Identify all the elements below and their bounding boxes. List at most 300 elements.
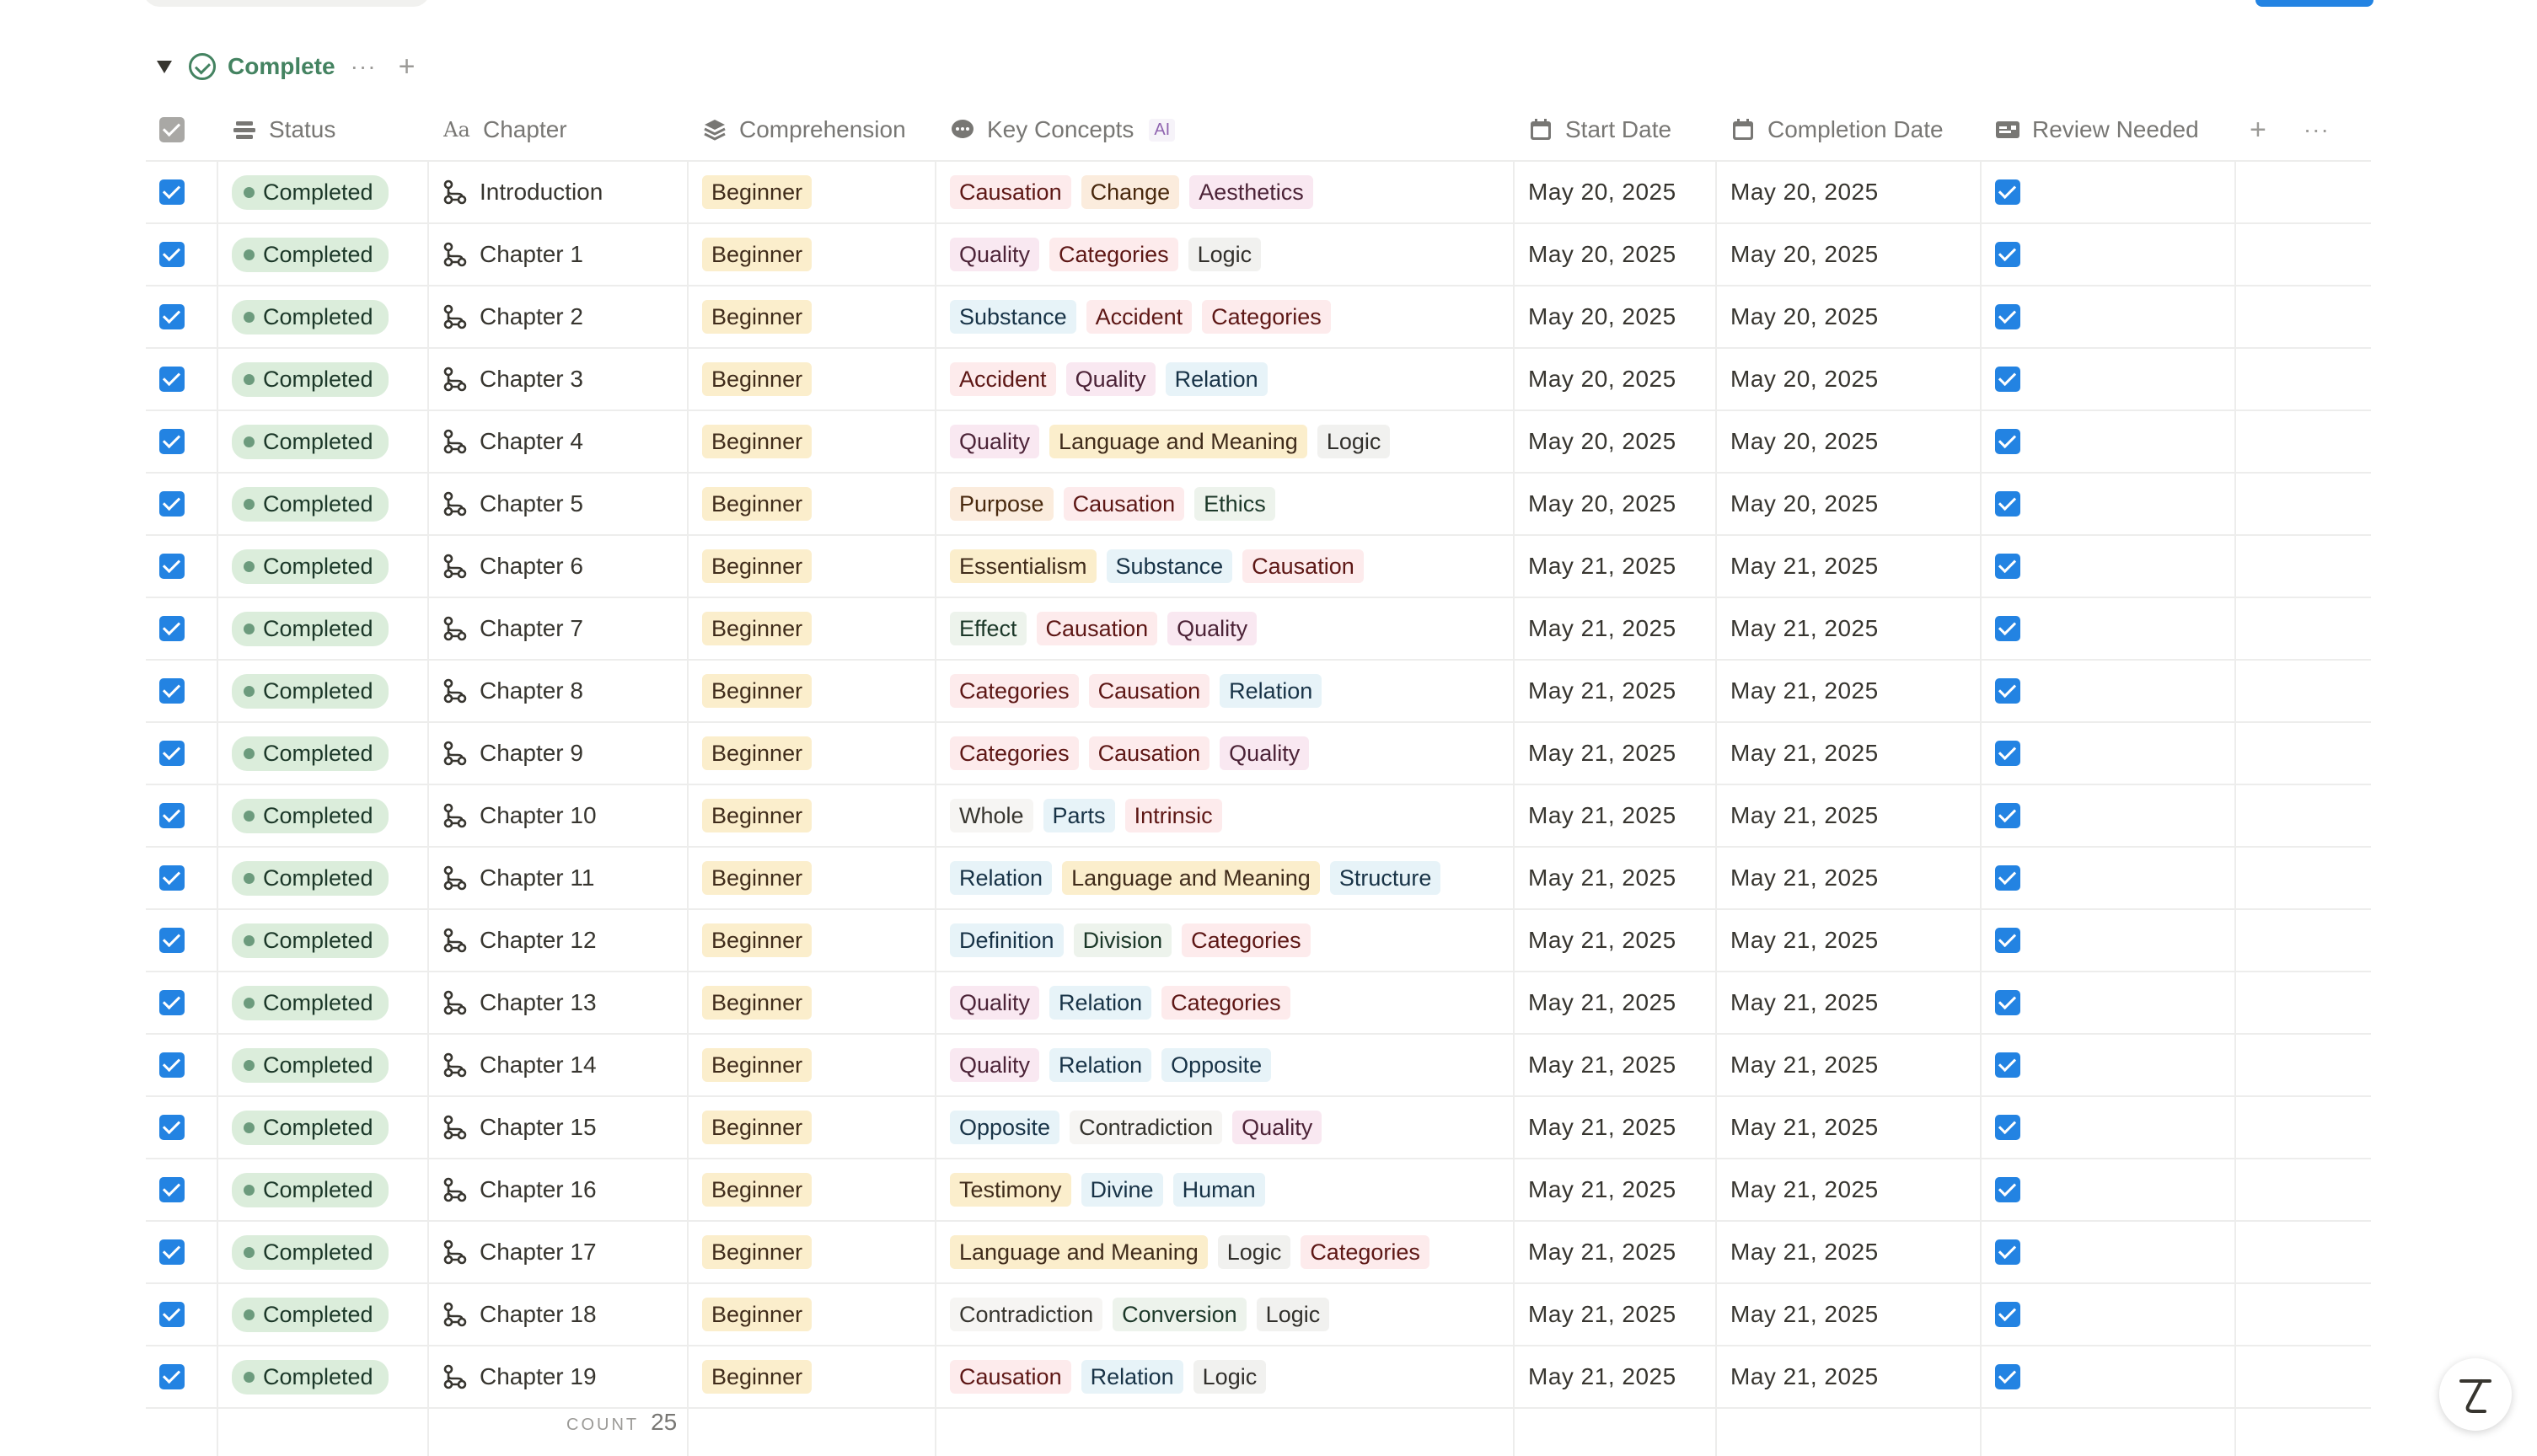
review-needed-cell[interactable] [1980, 224, 2234, 285]
review-needed-checkbox[interactable] [1995, 803, 2020, 828]
start-date-cell[interactable]: May 21, 2025 [1528, 615, 1676, 641]
table-row[interactable] [146, 1159, 2371, 1222]
comprehension-cell[interactable] [687, 598, 935, 659]
status-cell[interactable] [217, 1284, 427, 1345]
table-row[interactable] [146, 848, 2371, 910]
select-all-checkbox[interactable] [159, 117, 185, 142]
key-concept-tag: Causation [950, 1360, 1071, 1394]
chapter-cell[interactable] [427, 972, 687, 1033]
top-search-bar[interactable] [143, 0, 430, 7]
row-checkbox[interactable] [159, 179, 185, 205]
completion-date-cell[interactable]: May 20, 2025 [1730, 428, 1879, 454]
completion-date-cell[interactable]: May 21, 2025 [1730, 1363, 1879, 1389]
start-date-cell[interactable]: May 21, 2025 [1528, 553, 1676, 579]
status-cell[interactable] [217, 1097, 427, 1158]
review-needed-checkbox[interactable] [1995, 1302, 2020, 1327]
row-select-cell[interactable] [146, 910, 217, 971]
status-cell[interactable] [217, 723, 427, 784]
row-checkbox[interactable] [159, 242, 185, 267]
flowchart-page-icon [442, 616, 468, 641]
comprehension-cell[interactable] [687, 1097, 935, 1158]
chapter-title[interactable]: Chapter 15 [480, 1114, 597, 1140]
group-header [157, 48, 415, 85]
table-row[interactable] [146, 723, 2371, 785]
row-checkbox[interactable] [159, 1302, 185, 1327]
row-select-cell[interactable] [146, 162, 217, 222]
title-property-icon: Aa [443, 118, 470, 142]
row-checkbox[interactable] [159, 554, 185, 579]
collapse-triangle-icon[interactable] [157, 61, 172, 73]
comprehension-tag: Beginner [702, 1235, 812, 1269]
key-concept-tag: Division [1074, 923, 1172, 957]
review-needed-checkbox[interactable] [1995, 1364, 2020, 1389]
comprehension-cell[interactable] [687, 723, 935, 784]
table-row[interactable] [146, 661, 2371, 723]
key-concepts-cell[interactable] [935, 411, 1513, 472]
key-concepts-cell[interactable] [935, 1035, 1513, 1095]
status-cell[interactable] [217, 661, 427, 721]
completion-date-cell[interactable]: May 21, 2025 [1730, 802, 1879, 828]
empty-cell [2234, 785, 2371, 846]
chapter-cell[interactable] [427, 474, 687, 534]
key-concepts-cell[interactable] [935, 286, 1513, 347]
row-checkbox[interactable] [159, 928, 185, 953]
table-row[interactable] [146, 972, 2371, 1035]
review-needed-cell[interactable] [1980, 286, 2234, 347]
completion-date-cell[interactable]: May 21, 2025 [1730, 1114, 1879, 1140]
row-select-cell[interactable] [146, 474, 217, 534]
status-badge [232, 425, 389, 459]
review-needed-cell[interactable] [1980, 1035, 2234, 1095]
review-needed-checkbox[interactable] [1995, 367, 2020, 392]
row-checkbox[interactable] [159, 1052, 185, 1078]
review-needed-checkbox[interactable] [1995, 1239, 2020, 1265]
comprehension-tag: Beginner [702, 1111, 812, 1144]
review-needed-checkbox[interactable] [1995, 865, 2020, 891]
completion-date-cell[interactable]: May 21, 2025 [1730, 740, 1879, 766]
review-needed-checkbox[interactable] [1995, 1115, 2020, 1140]
chapter-title[interactable]: Chapter 5 [480, 490, 583, 517]
completion-date-cell[interactable]: May 21, 2025 [1730, 677, 1879, 704]
row-checkbox[interactable] [159, 1115, 185, 1140]
table-row[interactable] [146, 162, 2371, 224]
chapter-cell[interactable] [427, 598, 687, 659]
review-needed-checkbox[interactable] [1995, 928, 2020, 953]
row-select-cell[interactable] [146, 598, 217, 659]
key-concepts-cell[interactable] [935, 972, 1513, 1033]
key-concept-tag: Quality [1167, 612, 1257, 645]
row-select-cell[interactable] [146, 848, 217, 908]
comprehension-cell[interactable] [687, 411, 935, 472]
key-concepts-cell[interactable] [935, 1284, 1513, 1345]
start-date-cell[interactable]: May 20, 2025 [1528, 303, 1676, 329]
comprehension-cell[interactable] [687, 1346, 935, 1407]
chapter-title[interactable]: Chapter 17 [480, 1239, 597, 1265]
comprehension-cell[interactable] [687, 1222, 935, 1282]
status-cell[interactable] [217, 1159, 427, 1220]
chapter-cell[interactable] [427, 1346, 687, 1407]
review-needed-cell[interactable] [1980, 1346, 2234, 1407]
row-select-cell[interactable] [146, 1346, 217, 1407]
key-concept-tag: Substance [1107, 549, 1233, 583]
chapter-title[interactable]: Chapter 4 [480, 428, 583, 454]
row-select-cell[interactable] [146, 661, 217, 721]
key-concept-tag: Relation [1166, 362, 1268, 396]
completion-date-cell[interactable]: May 21, 2025 [1730, 1176, 1879, 1202]
select-all-cell[interactable] [146, 99, 217, 160]
row-select-cell[interactable] [146, 536, 217, 597]
review-needed-checkbox[interactable] [1995, 616, 2020, 641]
completion-date-cell[interactable]: May 20, 2025 [1730, 241, 1879, 267]
completion-date-cell[interactable]: May 20, 2025 [1730, 303, 1879, 329]
chapter-cell[interactable] [427, 411, 687, 472]
key-concepts-cell[interactable] [935, 162, 1513, 222]
key-concept-tag: Language and Meaning [1049, 425, 1307, 458]
completion-date-cell[interactable]: May 21, 2025 [1730, 1052, 1879, 1078]
comprehension-cell[interactable] [687, 162, 935, 222]
row-select-cell[interactable] [146, 411, 217, 472]
key-concepts-cell[interactable] [935, 1159, 1513, 1220]
comprehension-tag: Beginner [702, 1360, 812, 1394]
chapter-title[interactable]: Introduction [480, 179, 603, 205]
status-cell[interactable] [217, 474, 427, 534]
chapter-cell[interactable] [427, 723, 687, 784]
review-needed-cell[interactable] [1980, 848, 2234, 908]
key-concepts-cell[interactable] [935, 1346, 1513, 1407]
column-header-start-date[interactable] [1513, 99, 1715, 160]
key-concepts-cell[interactable] [935, 224, 1513, 285]
review-needed-checkbox[interactable] [1995, 554, 2020, 579]
row-checkbox[interactable] [159, 367, 185, 392]
review-needed-cell[interactable] [1980, 536, 2234, 597]
status-cell[interactable] [217, 972, 427, 1033]
review-needed-checkbox[interactable] [1995, 491, 2020, 517]
column-header-comprehension[interactable] [687, 99, 935, 160]
chapter-cell[interactable] [427, 1284, 687, 1345]
chapter-title[interactable]: Chapter 7 [480, 615, 583, 641]
add-property-button[interactable]: + [2250, 113, 2266, 146]
key-concepts-cell[interactable] [935, 661, 1513, 721]
review-needed-cell[interactable] [1980, 1097, 2234, 1158]
status-dot-icon [244, 249, 255, 260]
chapter-cell[interactable] [427, 224, 687, 285]
chapter-cell[interactable] [427, 848, 687, 908]
review-needed-cell[interactable] [1980, 910, 2234, 971]
review-needed-checkbox[interactable] [1995, 741, 2020, 766]
table-row[interactable] [146, 349, 2371, 411]
chapter-cell[interactable] [427, 910, 687, 971]
row-checkbox[interactable] [159, 491, 185, 517]
key-concept-tag: Logic [1317, 425, 1391, 458]
column-header-review-needed[interactable] [1980, 99, 2234, 160]
chapter-cell[interactable] [427, 1222, 687, 1282]
row-select-cell[interactable] [146, 349, 217, 410]
status-cell[interactable] [217, 910, 427, 971]
chapter-cell[interactable] [427, 1035, 687, 1095]
comprehension-cell[interactable] [687, 972, 935, 1033]
completion-date-cell[interactable]: May 21, 2025 [1730, 1239, 1879, 1265]
review-needed-checkbox[interactable] [1995, 179, 2020, 205]
completion-date-cell[interactable]: May 20, 2025 [1730, 366, 1879, 392]
review-needed-cell[interactable] [1980, 661, 2234, 721]
empty-cell [2234, 162, 2371, 222]
status-badge [232, 1298, 389, 1332]
comprehension-cell[interactable] [687, 661, 935, 721]
status-cell[interactable] [217, 1222, 427, 1282]
chapter-title[interactable]: Chapter 11 [480, 864, 595, 891]
table-more-button[interactable]: ··· [2303, 116, 2330, 142]
status-cell[interactable] [217, 1035, 427, 1095]
chapter-title[interactable]: Chapter 2 [480, 303, 583, 329]
key-concepts-cell[interactable] [935, 349, 1513, 410]
chapter-title[interactable]: Chapter 14 [480, 1052, 597, 1078]
review-needed-cell[interactable] [1980, 1284, 2234, 1345]
row-select-cell[interactable] [146, 1284, 217, 1345]
key-concepts-cell[interactable] [935, 1222, 1513, 1282]
chapter-title[interactable]: Chapter 1 [480, 241, 583, 267]
column-header-completion-date[interactable] [1715, 99, 1980, 160]
comprehension-cell[interactable] [687, 910, 935, 971]
status-cell[interactable] [217, 848, 427, 908]
review-needed-checkbox[interactable] [1995, 678, 2020, 704]
chapter-title[interactable]: Chapter 10 [480, 802, 597, 828]
row-select-cell[interactable] [146, 1159, 217, 1220]
status-cell[interactable] [217, 536, 427, 597]
status-badge [232, 487, 389, 522]
row-select-cell[interactable] [146, 1035, 217, 1095]
row-checkbox[interactable] [159, 990, 185, 1015]
comprehension-cell[interactable] [687, 536, 935, 597]
review-needed-cell[interactable] [1980, 349, 2234, 410]
start-date-cell[interactable]: May 21, 2025 [1528, 864, 1676, 891]
table-row[interactable] [146, 1097, 2371, 1159]
row-checkbox[interactable] [159, 1364, 185, 1389]
chapter-title[interactable]: Chapter 13 [480, 989, 597, 1015]
key-concepts-cell[interactable] [935, 474, 1513, 534]
key-concept-tag: Opposite [1161, 1048, 1271, 1082]
row-select-cell[interactable] [146, 972, 217, 1033]
help-button[interactable] [2439, 1358, 2512, 1431]
key-concepts-cell[interactable] [935, 785, 1513, 846]
comprehension-cell[interactable] [687, 474, 935, 534]
chapter-title[interactable]: Chapter 3 [480, 366, 583, 392]
group-name[interactable]: Complete [228, 53, 335, 79]
completion-date-cell[interactable]: May 20, 2025 [1730, 179, 1879, 205]
key-concept-tag: Categories [1301, 1235, 1429, 1269]
completion-date-cell[interactable]: May 21, 2025 [1730, 553, 1879, 579]
table-row[interactable] [146, 598, 2371, 661]
comprehension-cell[interactable] [687, 785, 935, 846]
chapter-title[interactable]: Chapter 18 [480, 1301, 597, 1327]
chapter-cell[interactable] [427, 785, 687, 846]
column-header-status[interactable] [217, 99, 427, 160]
chapter-title[interactable]: Chapter 8 [480, 677, 583, 704]
review-needed-cell[interactable] [1980, 598, 2234, 659]
completion-date-cell[interactable]: May 21, 2025 [1730, 615, 1879, 641]
status-cell[interactable] [217, 286, 427, 347]
row-checkbox[interactable] [159, 429, 185, 454]
database-table [146, 99, 2371, 1409]
comprehension-cell[interactable] [687, 848, 935, 908]
key-concepts-cell[interactable] [935, 848, 1513, 908]
key-concepts-cell[interactable] [935, 598, 1513, 659]
comprehension-cell[interactable] [687, 1035, 935, 1095]
review-needed-cell[interactable] [1980, 1222, 2234, 1282]
start-date-cell[interactable]: May 21, 2025 [1528, 1176, 1676, 1202]
key-concept-tag: Quality [950, 425, 1039, 458]
review-needed-cell[interactable] [1980, 411, 2234, 472]
table-row[interactable] [146, 286, 2371, 349]
table-row[interactable] [146, 411, 2371, 474]
status-badge [232, 300, 389, 335]
row-checkbox[interactable] [159, 678, 185, 704]
key-concept-tag: Causation [1064, 487, 1185, 521]
status-cell[interactable] [217, 411, 427, 472]
table-row[interactable] [146, 224, 2371, 286]
flowchart-page-icon [442, 179, 468, 205]
comprehension-cell[interactable] [687, 1284, 935, 1345]
flowchart-page-icon [442, 1177, 468, 1202]
top-new-button[interactable] [2255, 0, 2373, 7]
key-concept-tag: Quality [950, 238, 1039, 271]
chapter-title[interactable]: Chapter 19 [480, 1363, 597, 1389]
comprehension-tag: Beginner [702, 549, 812, 583]
row-checkbox[interactable] [159, 741, 185, 766]
review-needed-checkbox[interactable] [1995, 990, 2020, 1015]
review-needed-checkbox[interactable] [1995, 1052, 2020, 1078]
status-cell[interactable] [217, 1346, 427, 1407]
completion-date-cell[interactable]: May 21, 2025 [1730, 927, 1879, 953]
start-date-cell[interactable]: May 20, 2025 [1528, 179, 1676, 205]
chapter-cell[interactable] [427, 349, 687, 410]
table-row[interactable] [146, 474, 2371, 536]
review-needed-checkbox[interactable] [1995, 429, 2020, 454]
table-row[interactable] [146, 1346, 2371, 1409]
row-checkbox[interactable] [159, 1177, 185, 1202]
chapter-cell[interactable] [427, 1097, 687, 1158]
row-checkbox[interactable] [159, 803, 185, 828]
row-select-cell[interactable] [146, 723, 217, 784]
review-needed-cell[interactable] [1980, 972, 2234, 1033]
table-row[interactable] [146, 910, 2371, 972]
table-row[interactable] [146, 1284, 2371, 1346]
row-select-cell[interactable] [146, 286, 217, 347]
review-needed-checkbox[interactable] [1995, 1177, 2020, 1202]
table-row[interactable] [146, 536, 2371, 598]
group-more-button[interactable]: ··· [350, 53, 377, 79]
column-header-chapter-label: Chapter [483, 116, 567, 142]
chapter-cell[interactable] [427, 286, 687, 347]
column-header-status-label: Status [269, 116, 336, 142]
review-needed-cell[interactable] [1980, 723, 2234, 784]
status-cell[interactable] [217, 349, 427, 410]
row-checkbox[interactable] [159, 865, 185, 891]
status-label: Completed [263, 802, 373, 828]
row-select-cell[interactable] [146, 1222, 217, 1282]
start-date-cell[interactable]: May 20, 2025 [1528, 428, 1676, 454]
review-needed-checkbox[interactable] [1995, 304, 2020, 329]
key-concepts-cell[interactable] [935, 723, 1513, 784]
completion-date-cell[interactable]: May 20, 2025 [1730, 490, 1879, 517]
count-label[interactable]: COUNT [566, 1416, 640, 1434]
comprehension-cell[interactable] [687, 224, 935, 285]
chapter-title[interactable]: Chapter 6 [480, 553, 583, 579]
comprehension-cell[interactable] [687, 1159, 935, 1220]
status-cell[interactable] [217, 162, 427, 222]
review-needed-cell[interactable] [1980, 162, 2234, 222]
row-select-cell[interactable] [146, 1097, 217, 1158]
key-concept-tag: Quality [1232, 1111, 1322, 1144]
table-row[interactable] [146, 1222, 2371, 1284]
empty-cell [2234, 411, 2371, 472]
completion-date-cell[interactable]: May 21, 2025 [1730, 989, 1879, 1015]
review-needed-cell[interactable] [1980, 1159, 2234, 1220]
start-date-cell[interactable]: May 20, 2025 [1528, 490, 1676, 517]
start-date-cell[interactable]: May 20, 2025 [1528, 366, 1676, 392]
chapter-cell[interactable] [427, 661, 687, 721]
empty-cell [2234, 1346, 2371, 1407]
review-needed-cell[interactable] [1980, 785, 2234, 846]
review-needed-checkbox[interactable] [1995, 242, 2020, 267]
comprehension-cell[interactable] [687, 349, 935, 410]
chapter-title[interactable]: Chapter 12 [480, 927, 597, 953]
start-date-cell[interactable]: May 21, 2025 [1528, 802, 1676, 828]
status-cell[interactable] [217, 785, 427, 846]
key-concepts-cell[interactable] [935, 910, 1513, 971]
table-row[interactable] [146, 785, 2371, 848]
chapter-cell[interactable] [427, 536, 687, 597]
start-date-cell[interactable]: May 21, 2025 [1528, 740, 1676, 766]
completion-date-cell[interactable]: May 21, 2025 [1730, 1301, 1879, 1327]
start-date-cell[interactable]: May 21, 2025 [1528, 927, 1676, 953]
chapter-title[interactable]: Chapter 16 [480, 1176, 597, 1202]
start-date-cell[interactable]: May 21, 2025 [1528, 1239, 1676, 1265]
row-checkbox[interactable] [159, 616, 185, 641]
column-header-key-concepts[interactable] [935, 99, 1513, 160]
completion-date-cell[interactable]: May 21, 2025 [1730, 864, 1879, 891]
review-needed-cell[interactable] [1980, 474, 2234, 534]
chapter-cell[interactable] [427, 162, 687, 222]
comprehension-cell[interactable] [687, 286, 935, 347]
table-row[interactable] [146, 1035, 2371, 1097]
chapter-cell[interactable] [427, 1159, 687, 1220]
start-date-cell[interactable]: May 21, 2025 [1528, 1301, 1676, 1327]
start-date-cell[interactable]: May 21, 2025 [1528, 989, 1676, 1015]
status-cell[interactable] [217, 224, 427, 285]
start-date-cell[interactable]: May 21, 2025 [1528, 1052, 1676, 1078]
status-cell[interactable] [217, 598, 427, 659]
start-date-cell[interactable]: May 21, 2025 [1528, 1363, 1676, 1389]
row-select-cell[interactable] [146, 785, 217, 846]
chapter-title[interactable]: Chapter 9 [480, 740, 583, 766]
empty-cell [2234, 598, 2371, 659]
flowchart-page-icon [442, 1115, 468, 1140]
start-date-cell[interactable]: May 21, 2025 [1528, 677, 1676, 704]
group-add-button[interactable]: + [398, 50, 416, 83]
column-header-chapter[interactable] [427, 99, 687, 160]
column-divider [2234, 162, 2236, 1456]
key-concepts-cell[interactable] [935, 1097, 1513, 1158]
start-date-cell[interactable]: May 21, 2025 [1528, 1114, 1676, 1140]
comprehension-tag: Beginner [702, 923, 812, 957]
status-label: Completed [263, 1301, 373, 1327]
start-date-cell[interactable]: May 20, 2025 [1528, 241, 1676, 267]
row-checkbox[interactable] [159, 1239, 185, 1265]
row-checkbox[interactable] [159, 304, 185, 329]
status-dot-icon [244, 624, 255, 634]
key-concepts-cell[interactable] [935, 536, 1513, 597]
row-select-cell[interactable] [146, 224, 217, 285]
